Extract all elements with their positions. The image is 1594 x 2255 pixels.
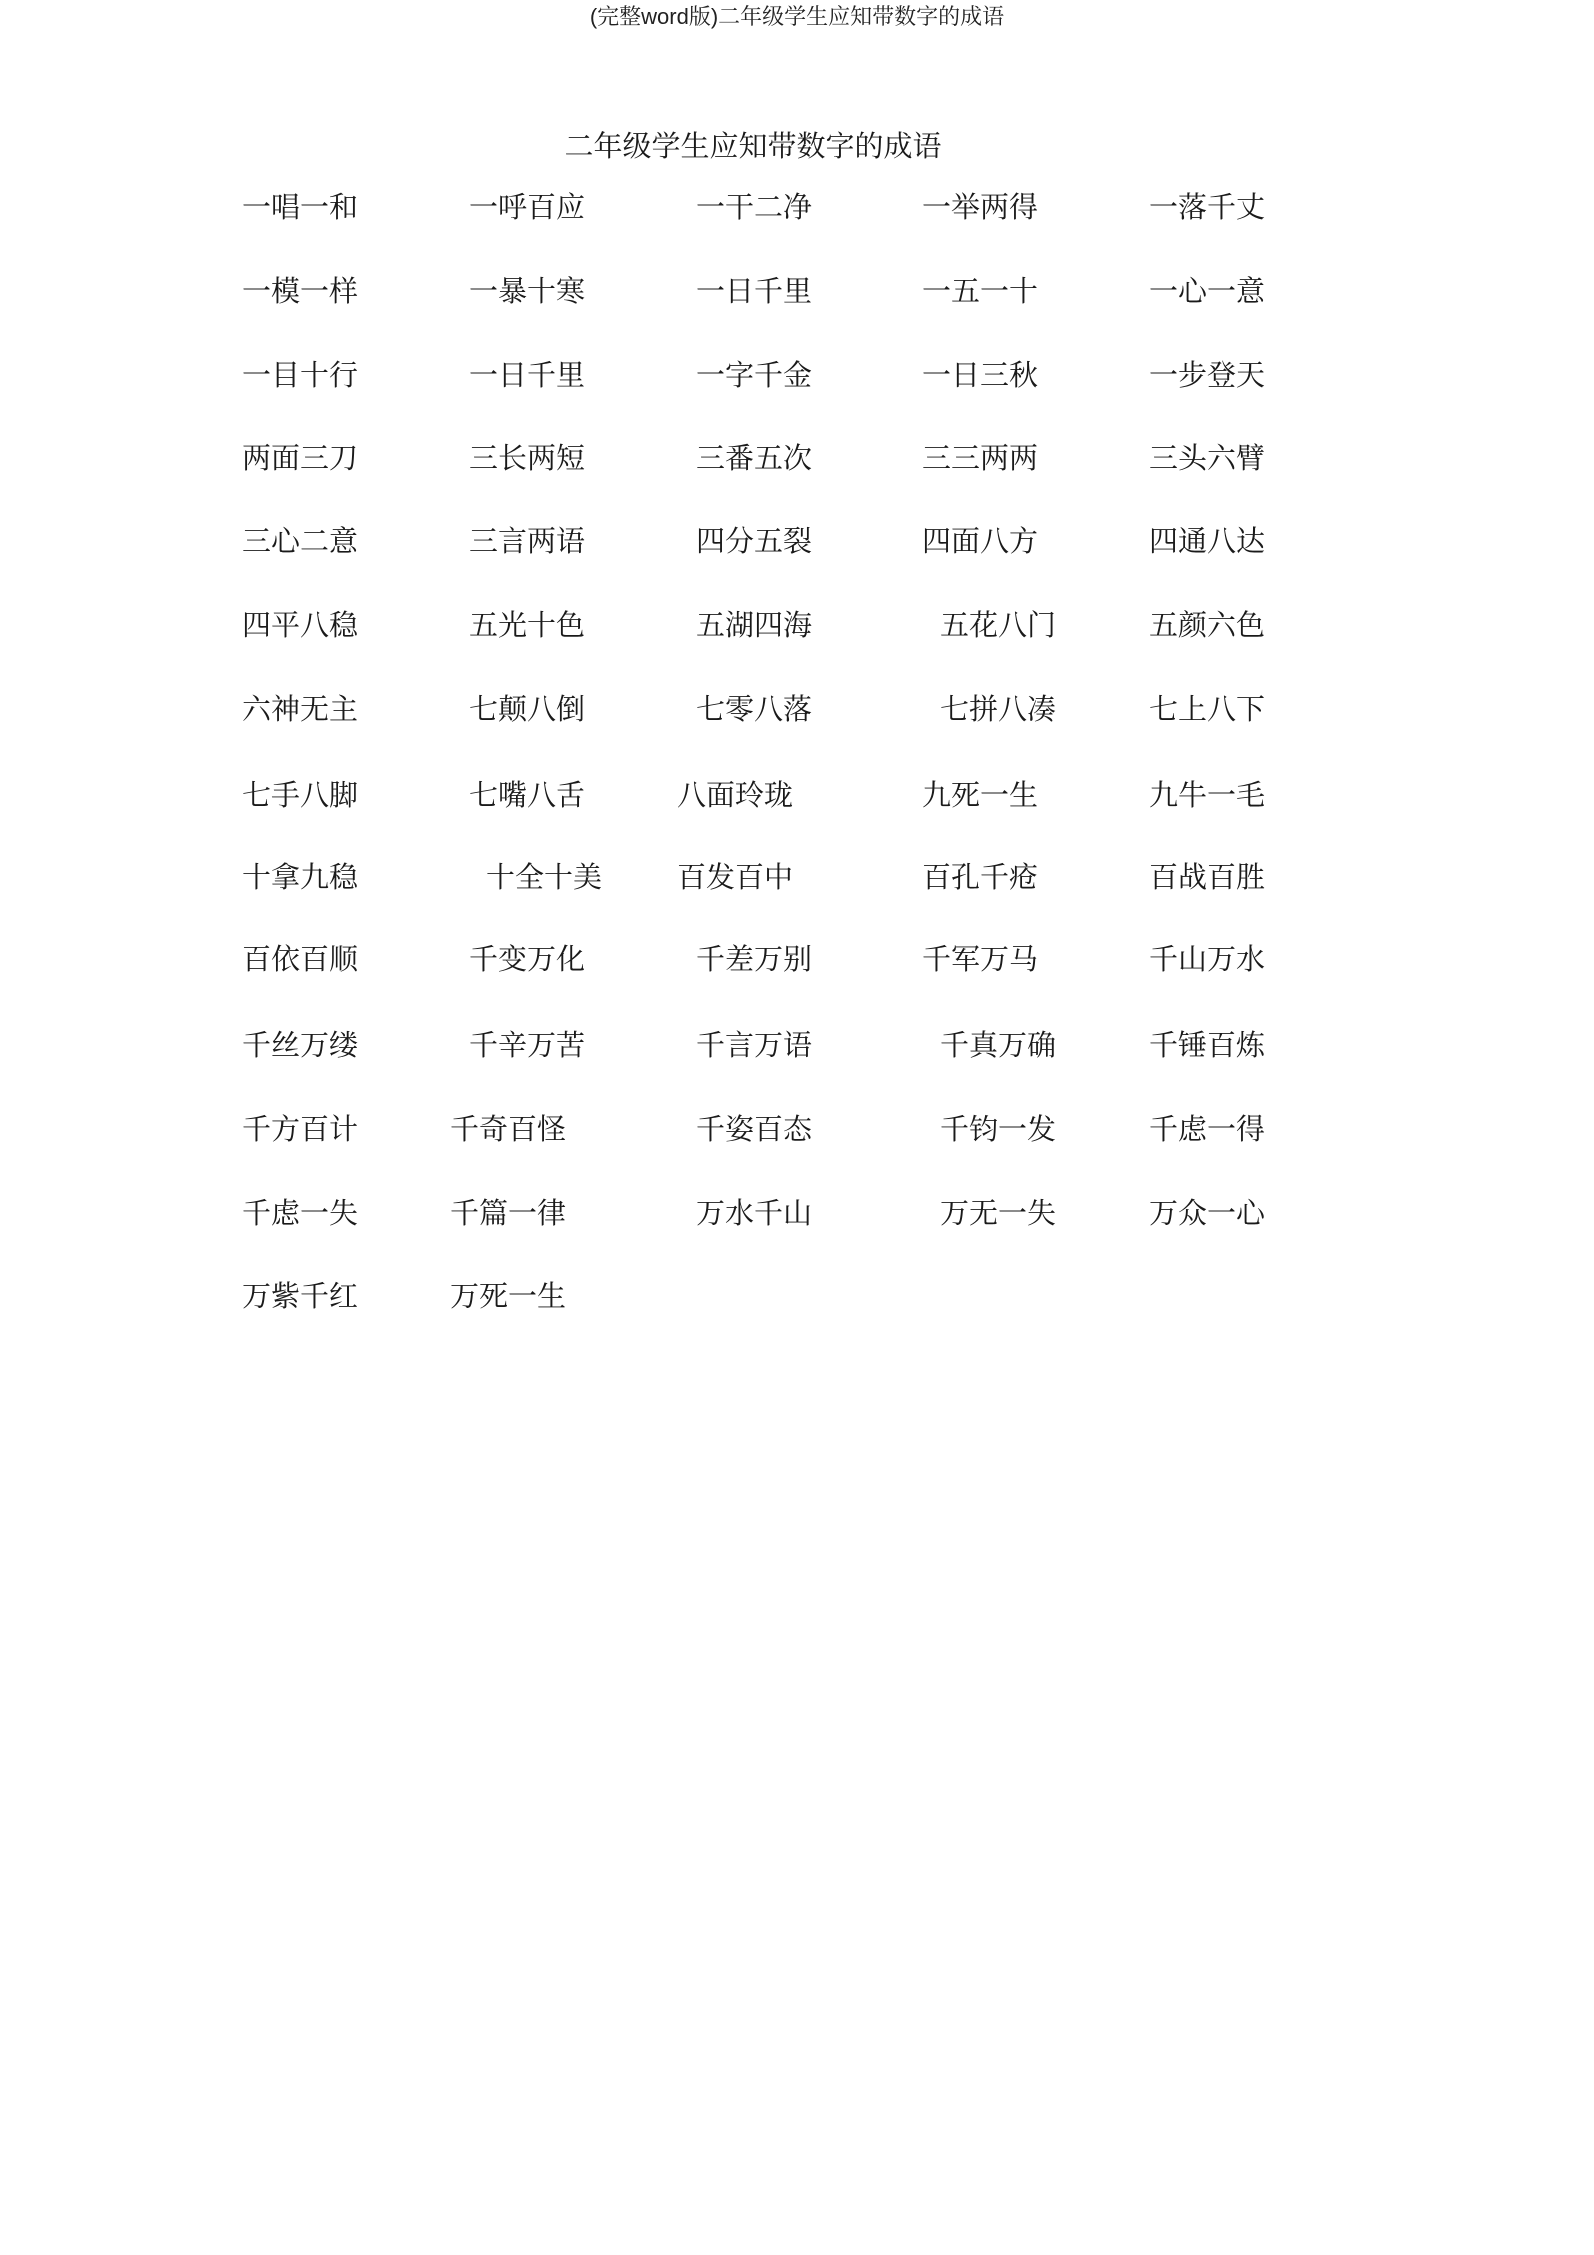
idiom-item: 一暴十寒 bbox=[469, 274, 586, 308]
idiom-item: 十全十美 bbox=[486, 860, 603, 894]
idiom-item: 五花八门 bbox=[940, 608, 1057, 642]
idiom-item: 九死一生 bbox=[922, 778, 1039, 812]
idiom-item: 千锤百炼 bbox=[1149, 1028, 1266, 1062]
idiom-item: 一日千里 bbox=[469, 358, 586, 392]
idiom-item: 一步登天 bbox=[1149, 358, 1266, 392]
document-title: 二年级学生应知带数字的成语 bbox=[564, 129, 942, 163]
idiom-item: 千方百计 bbox=[242, 1112, 359, 1146]
idiom-item: 两面三刀 bbox=[242, 441, 359, 475]
idiom-item: 八面玲珑 bbox=[677, 778, 794, 812]
running-header: (完整word版)二年级学生应知带数字的成语 bbox=[589, 4, 1005, 29]
idiom-item: 五湖四海 bbox=[696, 608, 813, 642]
idiom-item: 一字千金 bbox=[696, 358, 813, 392]
idiom-item: 千山万水 bbox=[1149, 942, 1266, 976]
idiom-item: 万紫千红 bbox=[242, 1279, 359, 1313]
idiom-item: 一目十行 bbox=[242, 358, 359, 392]
idiom-item: 千真万确 bbox=[940, 1028, 1057, 1062]
idiom-item: 百依百顺 bbox=[242, 942, 359, 976]
idiom-item: 三心二意 bbox=[242, 524, 359, 558]
idiom-item: 百发百中 bbox=[677, 860, 794, 894]
idiom-item: 七零八落 bbox=[696, 692, 813, 726]
idiom-item: 千言万语 bbox=[696, 1028, 813, 1062]
idiom-item: 七手八脚 bbox=[242, 778, 359, 812]
idiom-item: 一举两得 bbox=[922, 190, 1039, 224]
idiom-item: 一呼百应 bbox=[469, 190, 586, 224]
idiom-item: 一日三秋 bbox=[922, 358, 1039, 392]
idiom-item: 五颜六色 bbox=[1149, 608, 1266, 642]
idiom-item: 千差万别 bbox=[696, 942, 813, 976]
idiom-item: 七上八下 bbox=[1149, 692, 1266, 726]
idiom-item: 三番五次 bbox=[696, 441, 813, 475]
idiom-item: 三三两两 bbox=[922, 441, 1039, 475]
idiom-item: 一日千里 bbox=[696, 274, 813, 308]
idiom-item: 千篇一律 bbox=[450, 1196, 567, 1230]
idiom-item: 千变万化 bbox=[469, 942, 586, 976]
idiom-item: 万无一失 bbox=[940, 1196, 1057, 1230]
idiom-item: 千姿百态 bbox=[696, 1112, 813, 1146]
idiom-item: 千军万马 bbox=[922, 942, 1039, 976]
idiom-item: 四分五裂 bbox=[696, 524, 813, 558]
idiom-item: 百孔千疮 bbox=[922, 860, 1039, 894]
idiom-item: 七嘴八舌 bbox=[469, 778, 586, 812]
idiom-item: 十拿九稳 bbox=[242, 860, 359, 894]
idiom-item: 千奇百怪 bbox=[450, 1112, 567, 1146]
idiom-item: 四通八达 bbox=[1149, 524, 1266, 558]
idiom-item: 一五一十 bbox=[922, 274, 1039, 308]
idiom-item: 三头六臂 bbox=[1149, 441, 1266, 475]
idiom-item: 六神无主 bbox=[242, 692, 359, 726]
idiom-item: 百战百胜 bbox=[1149, 860, 1266, 894]
idiom-item: 四面八方 bbox=[922, 524, 1039, 558]
idiom-item: 万水千山 bbox=[696, 1196, 813, 1230]
idiom-item: 千辛万苦 bbox=[469, 1028, 586, 1062]
idiom-item: 九牛一毛 bbox=[1149, 778, 1266, 812]
idiom-item: 一干二净 bbox=[696, 190, 813, 224]
idiom-item: 一心一意 bbox=[1149, 274, 1266, 308]
idiom-item: 四平八稳 bbox=[242, 608, 359, 642]
idiom-item: 万众一心 bbox=[1149, 1196, 1266, 1230]
idiom-item: 七拼八凑 bbox=[940, 692, 1057, 726]
idiom-item: 三言两语 bbox=[469, 524, 586, 558]
idiom-item: 千钧一发 bbox=[940, 1112, 1057, 1146]
idiom-item: 一模一样 bbox=[242, 274, 359, 308]
idiom-item: 一落千丈 bbox=[1149, 190, 1266, 224]
idiom-item: 千丝万缕 bbox=[242, 1028, 359, 1062]
idiom-item: 三长两短 bbox=[469, 441, 586, 475]
idiom-item: 一唱一和 bbox=[242, 190, 359, 224]
idiom-item: 七颠八倒 bbox=[469, 692, 586, 726]
idiom-item: 千虑一失 bbox=[242, 1196, 359, 1230]
idiom-item: 千虑一得 bbox=[1149, 1112, 1266, 1146]
idiom-item: 五光十色 bbox=[469, 608, 586, 642]
idiom-item: 万死一生 bbox=[450, 1279, 567, 1313]
